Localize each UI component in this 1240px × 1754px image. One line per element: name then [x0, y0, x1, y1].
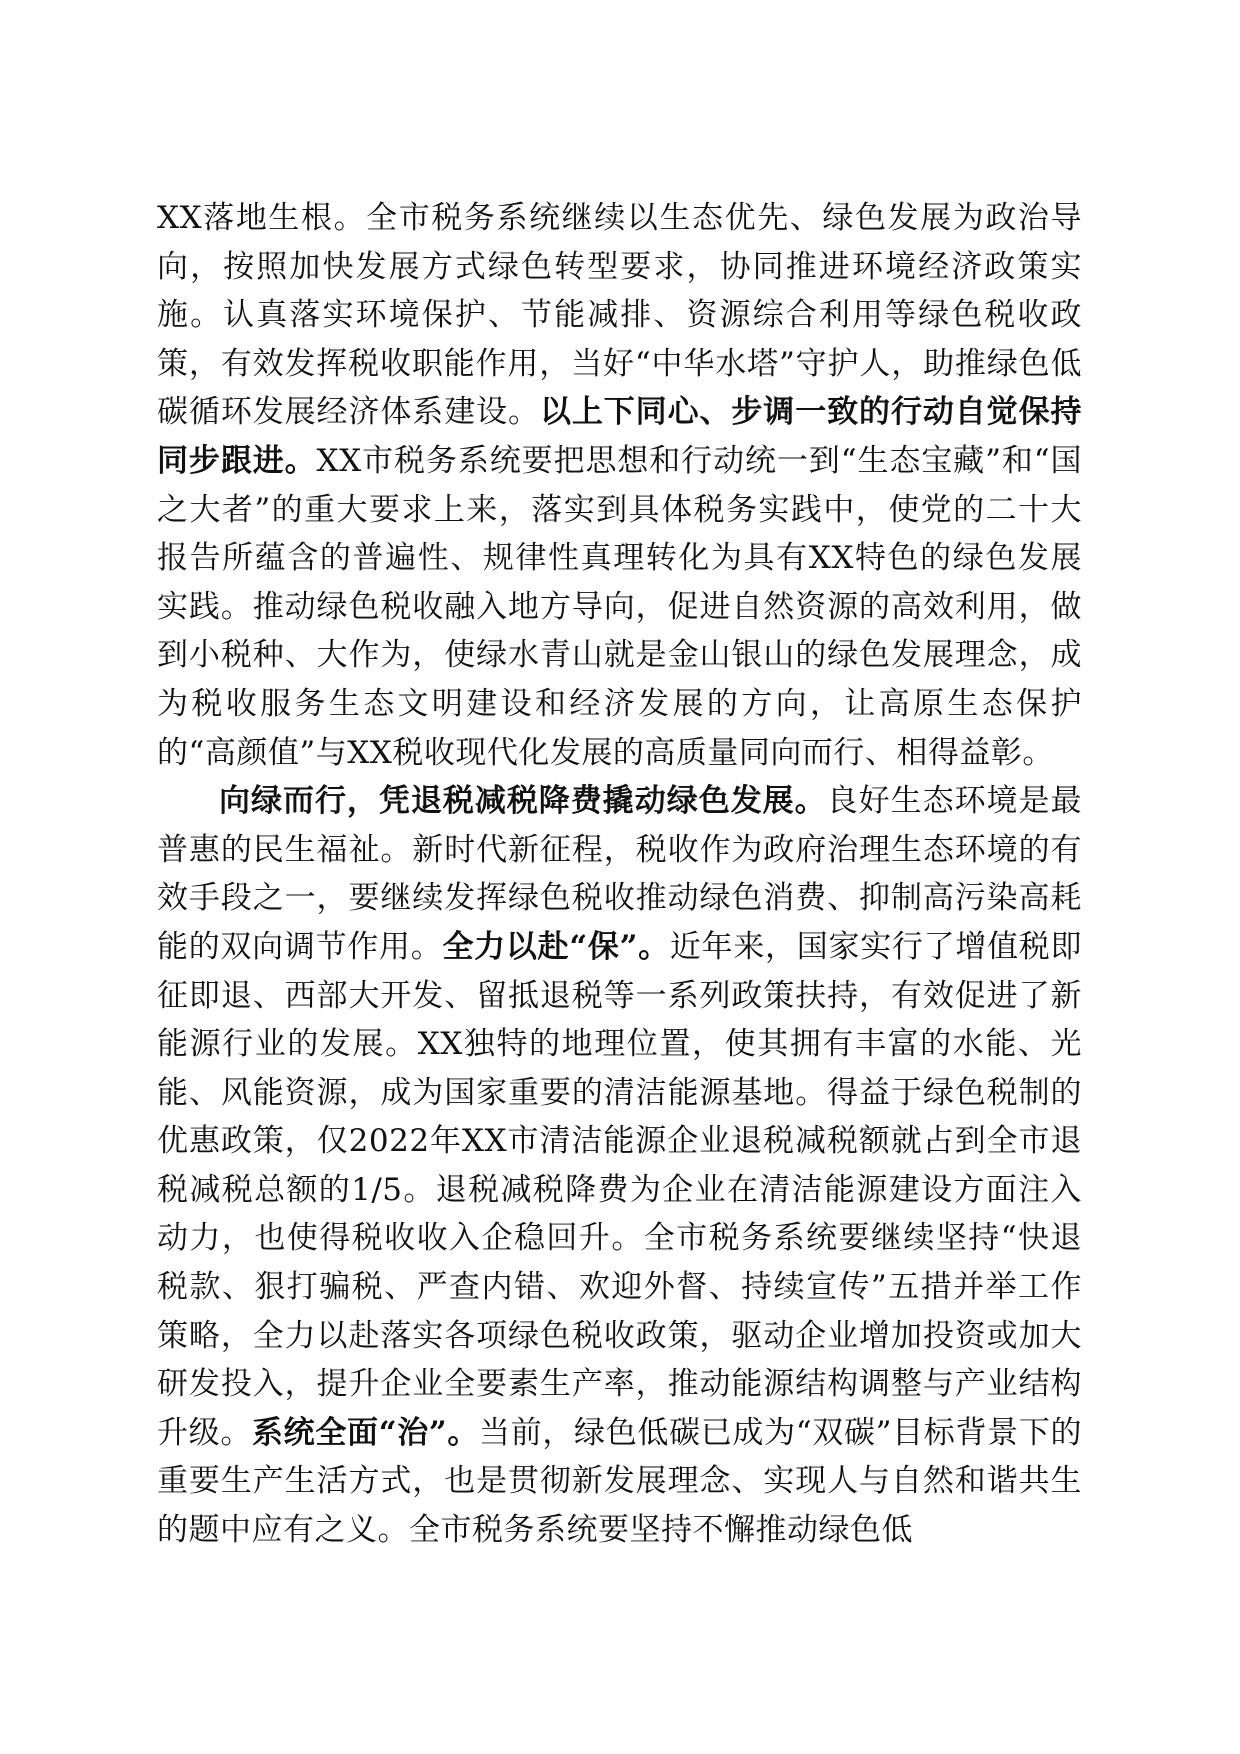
paragraph-text: 当前，绿色低碳已成为“双碳”目标背景下的重要生产生活方式，也是贯彻新发展理念、实现人与自然和谐共生的题中应有之义。全市税务系统要坚持不懈推动绿色低 — [157, 1414, 1082, 1549]
bold-heading: 全力以赴“保”。 — [442, 928, 670, 965]
document-body — [157, 194, 1082, 1555]
paragraph-text: XX落地生根。全市税务系统继续以生态优先、绿色发展为政治导向，按照加快发展方式绿色转型要求，协同推进环境经济政策实施。认真落实环境保护、节能减排、资源综合利用等绿色税收政策，有效发挥税收职能作用，当好“中华水塔”守护人，助推绿色低碳循环发展经济体系建设。 — [157, 200, 1082, 431]
paragraph-text: XX市税务系统要把思想和行动统一到“生态宝藏”和“国之大者”的重大要求上来，落实到具体税务实践中，使党的二十大报告所蕴含的普遍性、规律性真理转化为具有XX特色的绿色发展实践。推动绿色税收融入地方导向，促进自然资源的高效利用，做到小税种、大作为，使绿水青山就是金山银山的绿色发展理念，成为税收服务生态文明建设和经济发展的方向，让高原生态保护的“高颜值”与XX税收现代化发展的高质量同向而行、相得益彰。 — [157, 442, 1083, 771]
bold-heading: 以上下同心、步调一致的行动自觉保持同步跟进。 — [157, 394, 1083, 479]
bold-heading: 向绿而行，凭退税减税降费撬动绿色发展。 — [219, 783, 827, 820]
paragraph — [157, 777, 1082, 1555]
paragraph-text: 近年来，国家实行了增值税即征即退、西部大开发、留抵退税等一系列政策扶持，有效促进了新能源行业的发展。XX独特的地理位置，使其拥有丰富的水能、光能、风能资源，成为国家重要的清洁能源基地。得益于绿色税制的优惠政策，仅2022年XX市清洁能源企业退税减税额就占到全市退税减税总额的1/5。退税减税降费为企业在清洁能源建设方面注入动力，也使得税收收入企稳回升。全市税务系统要继续坚持“快退税款、狠打骗税、严查内错、欢迎外督、持续宣传”五措并举工作策略，全力以赴落实各项绿色税收政策，驱动企业增加投资或加大研发投入，提升企业全要素生产率，推动能源结构调整与产业结构升级。 — [157, 928, 1083, 1451]
bold-heading: 系统全面“治”。 — [252, 1414, 480, 1451]
paragraph — [157, 194, 1082, 777]
paragraph-text: 良好生态环境是最普惠的民生福祉。新时代新征程，税收作为政府治理生态环境的有效手段之一，要继续发挥绿色税收推动绿色消费、抑制高污染高耗能的双向调节作用。 — [157, 783, 1083, 965]
